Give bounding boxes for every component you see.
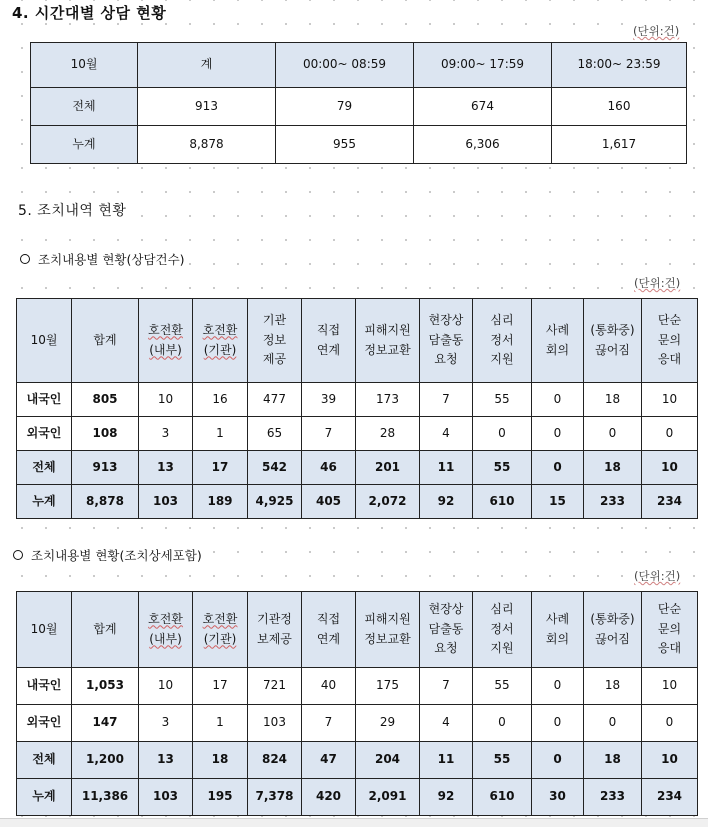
tableA-cell: 46: [302, 451, 356, 485]
tableB-cell: 1,200: [72, 742, 139, 779]
tableA-cell: 0: [532, 451, 584, 485]
tableA-cell: 233: [584, 485, 642, 519]
tableB-subtitle-text: 조치내용별 현황(조치상세포함): [31, 548, 202, 563]
tableA-header-cell: 피해지원 정보교환: [356, 299, 420, 383]
tableB-row-label: 내국인: [17, 668, 72, 705]
tableA-cell: 103: [139, 485, 193, 519]
tableB-cell: 29: [356, 705, 420, 742]
tableB-row: [17, 668, 698, 705]
tableB-header-cell: 호전환 (기관): [193, 592, 248, 668]
section4-unit: (단위:건): [633, 24, 680, 38]
tableB-cell: 4: [420, 705, 473, 742]
tableB-header-cell: 기관정 보제공: [248, 592, 302, 668]
tableA-header-cell: 합계: [72, 299, 139, 383]
tableA-cell: 0: [532, 417, 584, 451]
tableB-cell: 55: [473, 742, 532, 779]
tableA-cell: 0: [532, 383, 584, 417]
tableA-row-label: 외국인: [17, 417, 72, 451]
tableA-cell: 234: [642, 485, 698, 519]
tableA-cell: 7: [420, 383, 473, 417]
time-row-label: 누계: [31, 126, 138, 164]
tableB-cell: 1,053: [72, 668, 139, 705]
tableA-header-cell: 단순 문의 응대: [642, 299, 698, 383]
tableA-cell: 92: [420, 485, 473, 519]
time-cell: 674: [414, 88, 552, 126]
tableB-cell: 824: [248, 742, 302, 779]
tableA-cell: 55: [473, 383, 532, 417]
time-header-cell: 18:00~ 23:59: [552, 43, 687, 88]
time-cell: 79: [276, 88, 414, 126]
time-cell: 8,878: [138, 126, 276, 164]
tableA-row: [17, 451, 698, 485]
tableA-cell: 405: [302, 485, 356, 519]
tableA-row-label: 내국인: [17, 383, 72, 417]
tableB-cell: 175: [356, 668, 420, 705]
time-cell: 913: [138, 88, 276, 126]
time-table-header-row: [31, 43, 687, 88]
tableB-cell: 10: [139, 668, 193, 705]
tableB-cell: 10: [642, 668, 698, 705]
tableB-cell: 420: [302, 779, 356, 816]
tableA-cell: 65: [248, 417, 302, 451]
tableB-row-label: 누계: [17, 779, 72, 816]
tableA-cell: 108: [72, 417, 139, 451]
tableB-cell: 40: [302, 668, 356, 705]
tableB-cell: 147: [72, 705, 139, 742]
tableA-unit: (단위:건): [634, 276, 681, 290]
tableB-header-row: [17, 592, 698, 668]
time-header-cell: 09:00~ 17:59: [414, 43, 552, 88]
tableA-cell: 173: [356, 383, 420, 417]
tableB-cell: 204: [356, 742, 420, 779]
tableA-row: [17, 383, 698, 417]
action-table-counts: [16, 298, 698, 519]
tableA-header-cell: 직접 연계: [302, 299, 356, 383]
tableA-cell: 1: [193, 417, 248, 451]
tableB-cell: 0: [642, 705, 698, 742]
tableB-row: [17, 705, 698, 742]
time-header-cell: 10월: [31, 43, 138, 88]
tableB-header-cell: 호전환 (내부): [139, 592, 193, 668]
tableA-cell: 39: [302, 383, 356, 417]
tableB-cell: 30: [532, 779, 584, 816]
circle-bullet-icon: [13, 550, 23, 560]
tableB-cell: 0: [532, 742, 584, 779]
tableA-cell: 18: [584, 451, 642, 485]
tableA-cell: 0: [584, 417, 642, 451]
tableB-header-cell: 피해지원 정보교환: [356, 592, 420, 668]
tableA-header-cell: 호전환 (내부): [139, 299, 193, 383]
tableA-header-cell: 심리 정서 지원: [473, 299, 532, 383]
tableA-header-cell: 현장상 담출동 요청: [420, 299, 473, 383]
tableB-cell: 11,386: [72, 779, 139, 816]
tableA-cell: 13: [139, 451, 193, 485]
tableB-cell: 0: [584, 705, 642, 742]
tableB-cell: 721: [248, 668, 302, 705]
tableA-subtitle-text: 조치내용별 현황(상담건수): [38, 252, 185, 267]
tableA-cell: 610: [473, 485, 532, 519]
tableA-cell: 8,878: [72, 485, 139, 519]
tableA-cell: 4: [420, 417, 473, 451]
tableB-cell: 0: [532, 705, 584, 742]
time-table-row: [31, 126, 687, 164]
tableB-cell: 1: [193, 705, 248, 742]
tableA-row-label: 전체: [17, 451, 72, 485]
tableA-cell: 2,072: [356, 485, 420, 519]
tableB-header-cell: 10월: [17, 592, 72, 668]
time-table-row: [31, 88, 687, 126]
tableB-cell: 17: [193, 668, 248, 705]
tableB-cell: 47: [302, 742, 356, 779]
tableA-cell: 11: [420, 451, 473, 485]
tableB-cell: 3: [139, 705, 193, 742]
tableB-cell: 10: [642, 742, 698, 779]
tableB-cell: 234: [642, 779, 698, 816]
tableA-header-cell: 기관 정보 제공: [248, 299, 302, 383]
tableB-subtitle: [13, 546, 206, 564]
tableA-cell: 0: [642, 417, 698, 451]
tableA-cell: 55: [473, 451, 532, 485]
tableB-cell: 11: [420, 742, 473, 779]
tableA-cell: 3: [139, 417, 193, 451]
tableA-row-label: 누계: [17, 485, 72, 519]
tableB-row-label: 외국인: [17, 705, 72, 742]
tableB-header-cell: 사례 회의: [532, 592, 584, 668]
tableA-cell: 477: [248, 383, 302, 417]
tableA-row: [17, 417, 698, 451]
action-table-detail: [16, 591, 698, 816]
tableB-cell: 195: [193, 779, 248, 816]
tableB-header-cell: 직접 연계: [302, 592, 356, 668]
time-header-cell: 계: [138, 43, 276, 88]
tableA-cell: 16: [193, 383, 248, 417]
tableA-subtitle: [20, 250, 189, 268]
tableB-cell: 18: [584, 742, 642, 779]
tableA-header-cell: (통화중) 끊어짐: [584, 299, 642, 383]
tableB-cell: 7,378: [248, 779, 302, 816]
tableB-header-cell: 현장상 담출동 요청: [420, 592, 473, 668]
section5-title: 5. 조치내역 현황: [18, 200, 130, 220]
tableA-cell: 805: [72, 383, 139, 417]
tableA-cell: 201: [356, 451, 420, 485]
tableB-header-cell: 단순 문의 응대: [642, 592, 698, 668]
tableB-header-cell: (통화중) 끊어짐: [584, 592, 642, 668]
time-cell: 1,617: [552, 126, 687, 164]
tableB-cell: 55: [473, 668, 532, 705]
tableA-header-row: [17, 299, 698, 383]
tableB-header-cell: 심리 정서 지원: [473, 592, 532, 668]
tableB-cell: 0: [532, 668, 584, 705]
tableA-header-cell: 10월: [17, 299, 72, 383]
tableA-cell: 189: [193, 485, 248, 519]
tableA-header-cell: 호전환 (기관): [193, 299, 248, 383]
tableB-cell: 2,091: [356, 779, 420, 816]
tableB-cell: 610: [473, 779, 532, 816]
tableB-cell: 92: [420, 779, 473, 816]
tableA-cell: 17: [193, 451, 248, 485]
tableA-cell: 913: [72, 451, 139, 485]
tableB-cell: 233: [584, 779, 642, 816]
tableB-cell: 7: [420, 668, 473, 705]
time-cell: 955: [276, 126, 414, 164]
tableB-cell: 18: [193, 742, 248, 779]
tableB-cell: 13: [139, 742, 193, 779]
tableA-cell: 542: [248, 451, 302, 485]
tableA-cell: 28: [356, 417, 420, 451]
tableA-cell: 0: [473, 417, 532, 451]
time-table: [30, 42, 687, 164]
tableA-cell: 18: [584, 383, 642, 417]
tableB-cell: 7: [302, 705, 356, 742]
tableA-cell: 4,925: [248, 485, 302, 519]
section4-title: 4. 시간대별 상담 현황: [12, 2, 170, 23]
tableA-cell: 7: [302, 417, 356, 451]
tableB-row: [17, 742, 698, 779]
tableB-row-label: 전체: [17, 742, 72, 779]
tableB-row: [17, 779, 698, 816]
time-row-label: 전체: [31, 88, 138, 126]
tableA-cell: 15: [532, 485, 584, 519]
tableA-cell: 10: [139, 383, 193, 417]
tableB-header-cell: 합계: [72, 592, 139, 668]
time-header-cell: 00:00~ 08:59: [276, 43, 414, 88]
tableB-cell: 0: [473, 705, 532, 742]
tableA-cell: 10: [642, 451, 698, 485]
tableB-unit: (단위:건): [634, 569, 681, 583]
circle-bullet-icon: [20, 254, 30, 264]
tableB-cell: 18: [584, 668, 642, 705]
tableB-cell: 103: [139, 779, 193, 816]
tableB-cell: 103: [248, 705, 302, 742]
time-cell: 6,306: [414, 126, 552, 164]
tableA-row: [17, 485, 698, 519]
tableA-cell: 10: [642, 383, 698, 417]
time-cell: 160: [552, 88, 687, 126]
tableA-header-cell: 사례 회의: [532, 299, 584, 383]
